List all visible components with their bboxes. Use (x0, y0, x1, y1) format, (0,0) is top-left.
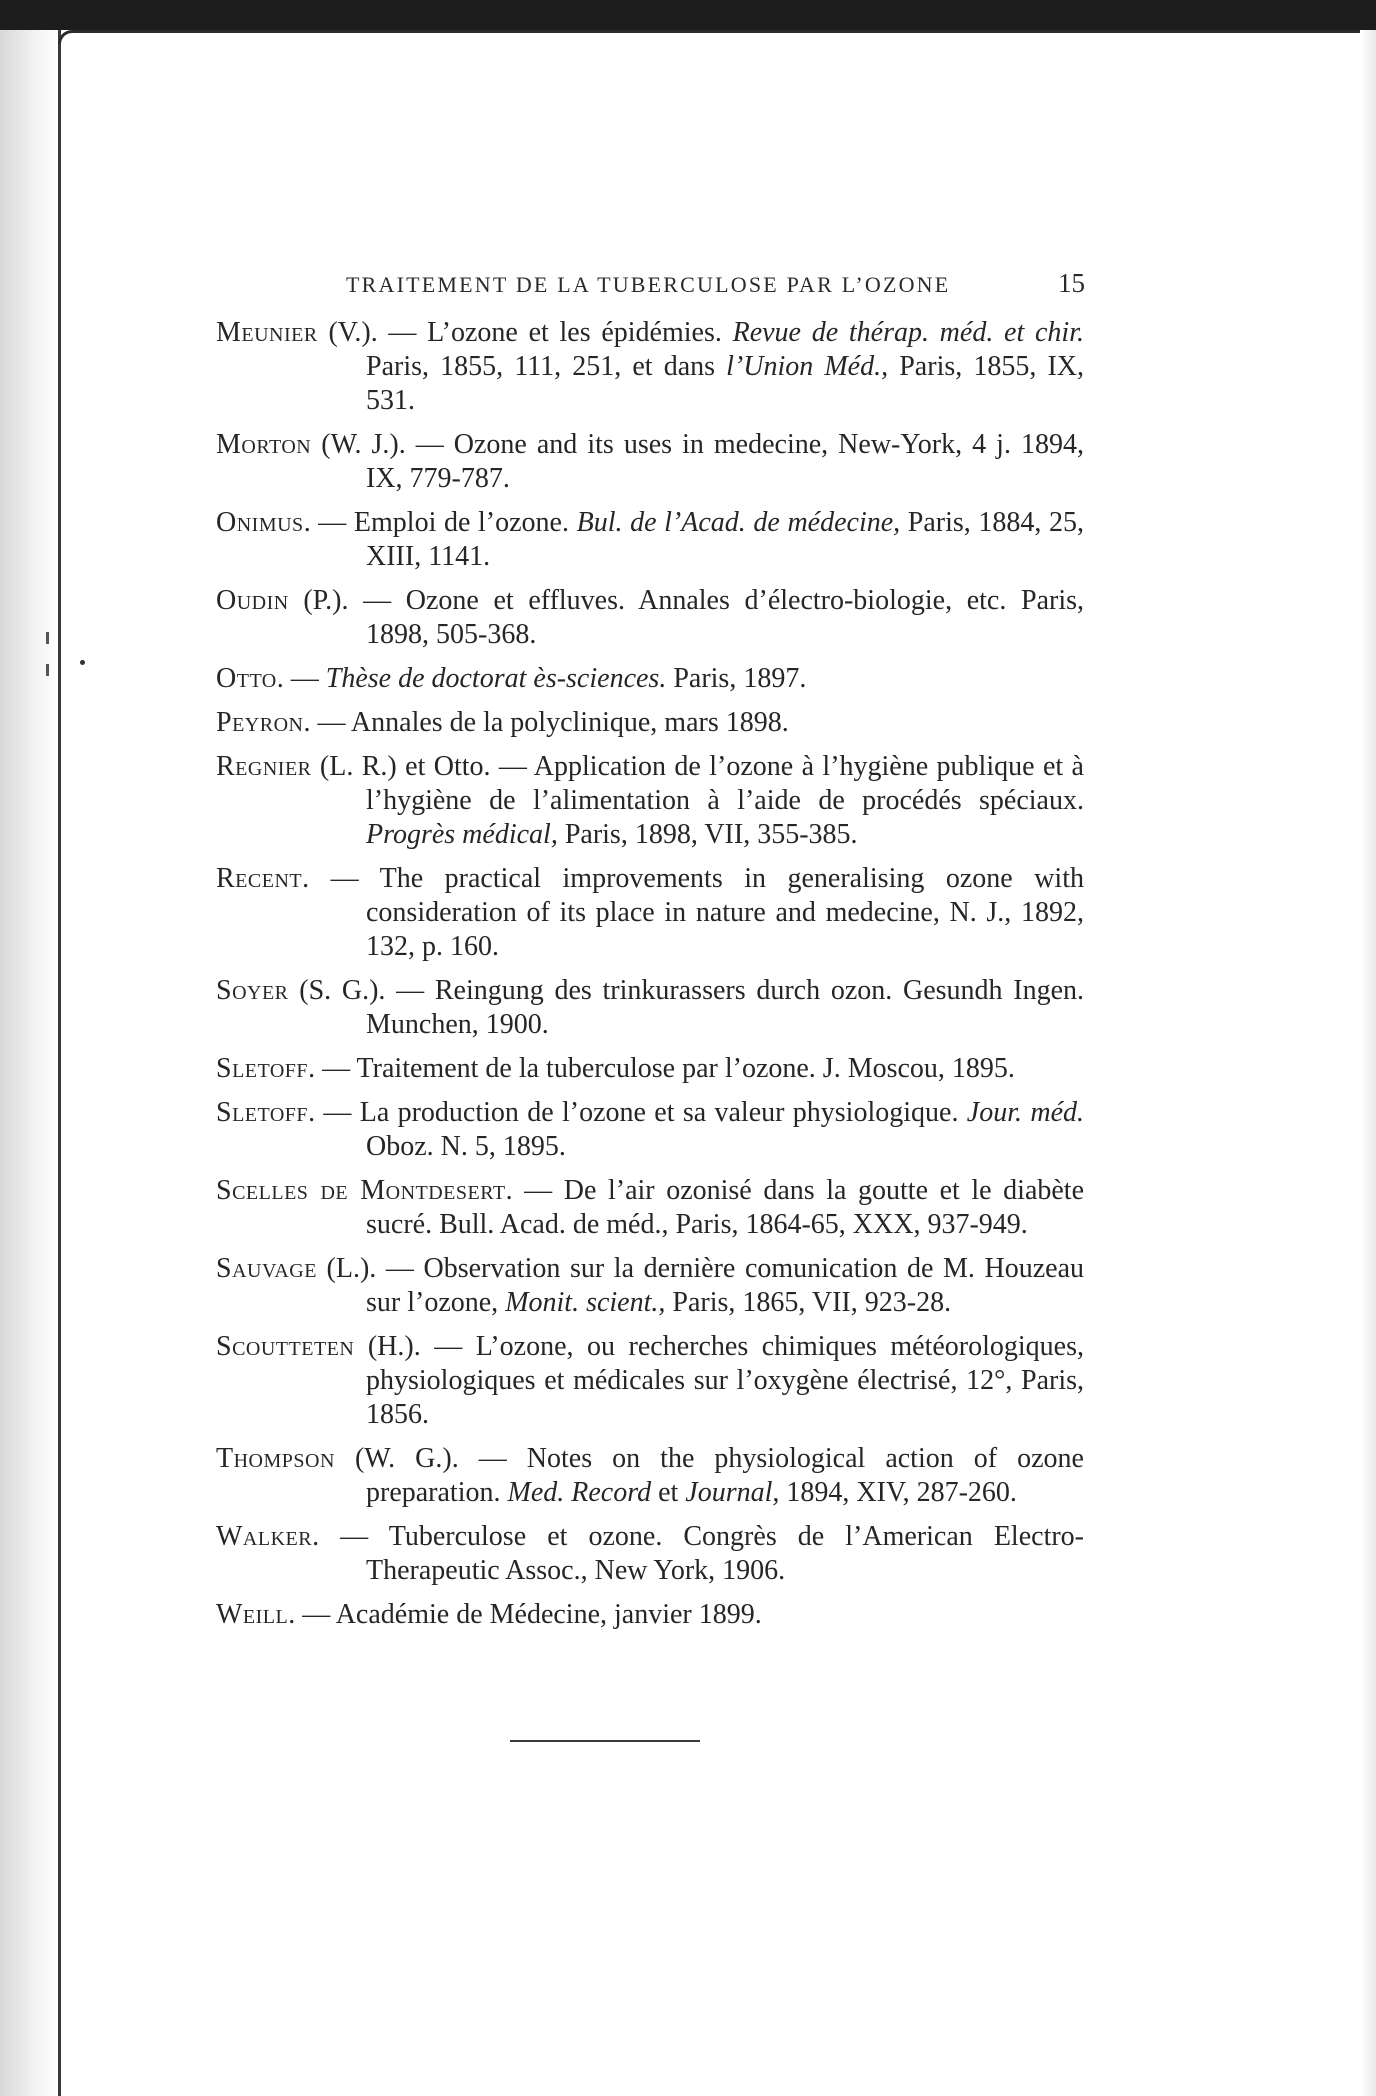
entry-author: Onimus (216, 507, 304, 538)
entry-author: Meunier (216, 317, 318, 348)
bibliography-entry (216, 1096, 1084, 1164)
stray-ink-dot (80, 660, 85, 665)
entry-author: Weill (216, 1599, 289, 1630)
entry-text: Paris, 1897. (666, 663, 807, 694)
bibliography-entry (216, 506, 1084, 574)
bibliography-entry (216, 1052, 1084, 1086)
entry-text: Paris, 1884, 25, XIII, 1141. (366, 507, 1085, 572)
entry-author: Regnier (216, 751, 312, 782)
entry-journal: Progrès médical, (366, 819, 558, 850)
entry-text: (V.). — L’ozone et les épidémies. (317, 317, 733, 348)
page-top-edge (58, 30, 1360, 44)
entry-journal: l’Union Méd., (726, 351, 889, 382)
entry-text: . — La production de l’ozone et sa valeur physiologique. (308, 1097, 967, 1128)
binding-mark (46, 632, 49, 644)
entry-text: (L. R.) et Otto. — Application de l’ozone à l’hygiène publique et à l’hygiène de l’alimentation à l’aide de procédés spéciaux. (311, 751, 1084, 816)
bibliography-entry (216, 1442, 1084, 1510)
entry-author: Sletoff (216, 1097, 309, 1128)
running-head-title: TRAITEMENT DE LA TUBERCULOSE PAR L’OZONE (346, 272, 951, 297)
bibliography-entry (216, 1598, 1084, 1632)
entry-text: et (651, 1477, 686, 1508)
entry-author: Sauvage (216, 1253, 317, 1284)
entry-text: (S. G.). — Reingung des trinkurassers durch ozon. Gesundh Ingen. Munchen, 1900. (288, 975, 1084, 1040)
entry-text: Paris, 1865, VII, 923-28. (665, 1287, 952, 1318)
entry-text: (L.). — Observation sur la dernière comunication de M. Houzeau sur l’ozone, (316, 1253, 1084, 1318)
bibliography-entry (216, 1174, 1084, 1242)
entry-text: 1894, XIV, 287-260. (779, 1477, 1017, 1508)
entry-author: Scelles de Montdesert (216, 1175, 506, 1206)
entry-author: Scoutteten (216, 1331, 355, 1362)
entry-text: Paris, 1855, IX, 531. (366, 351, 1085, 416)
entry-author: Oudin (216, 585, 289, 616)
entry-author: Otto (216, 663, 277, 694)
entry-journal: Thèse de doctorat ès-sciences. (325, 663, 667, 694)
scan-shadow-left (0, 30, 58, 2096)
entry-journal: Jour. méd. (966, 1097, 1084, 1128)
entry-author: Soyer (216, 975, 289, 1006)
bibliography-entry (216, 1520, 1084, 1588)
entry-text: (W. G.). — Notes on the physiological action of ozone preparation. (334, 1443, 1084, 1508)
bibliography-entry (216, 862, 1084, 964)
bibliography-entry (216, 974, 1084, 1042)
page-left-edge (58, 30, 61, 2096)
bibliography-entry (216, 706, 1084, 740)
entry-author: Walker (216, 1521, 313, 1552)
entry-text: . — Emploi de l’ozone. (303, 507, 577, 538)
entry-journal: Bul. de l’Acad. de médecine, (576, 507, 901, 538)
entry-text: (W. J.). — Ozone and its uses in medecine, New-York, 4 j. 1894, IX, 779-787. (311, 429, 1084, 494)
entry-author: Sletoff (216, 1053, 309, 1084)
closing-rule (510, 1740, 700, 1742)
entry-author: Thompson (216, 1443, 335, 1474)
bibliography-list (216, 316, 1084, 1642)
entry-text: . — Traitement de la tuberculose par l’ozone. J. Moscou, 1895. (308, 1053, 1015, 1084)
entry-author: Peyron (216, 707, 304, 738)
entry-text: (P.). — Ozone et effluves. Annales d’électro-biologie, etc. Paris, 1898, 505-368. (288, 585, 1084, 650)
bibliography-entry (216, 316, 1084, 418)
entry-text: . — The practical improvements in generalising ozone with consideration of its place in nature and medecine, N. J., 1892, 132, p. 160. (302, 863, 1084, 962)
entry-journal: Journal, (685, 1477, 780, 1508)
entry-author: Recent (216, 863, 303, 894)
entry-journal: Monit. scient., (505, 1287, 666, 1318)
entry-text: (H.). — L’ozone, ou recherches chimiques météorologiques, physiologiques et médicales sur l’oxygène électrisé, 12°, Paris, 1856. (354, 1331, 1084, 1430)
bibliography-entry (216, 428, 1084, 496)
entry-journal: Med. Record (507, 1477, 652, 1508)
bibliography-entry (216, 750, 1084, 852)
scan-border-top (0, 0, 1376, 30)
entry-text: . — Annales de la polyclinique, mars 1898. (303, 707, 789, 738)
binding-mark (46, 664, 49, 676)
page-number: 15 (1058, 268, 1085, 298)
entry-journal: Revue de thérap. méd. et chir. (732, 317, 1084, 348)
entry-text: . — Tuberculose et ozone. Congrès de l’American Electro-Therapeutic Assoc., New York, 1906. (312, 1521, 1084, 1586)
entry-text: Oboz. N. 5, 1895. (366, 1131, 566, 1162)
bibliography-entry (216, 1330, 1084, 1432)
bibliography-entry (216, 662, 1084, 696)
entry-text: . — Académie de Médecine, janvier 1899. (288, 1599, 762, 1630)
bibliography-entry (216, 584, 1084, 652)
scan-shadow-right (1360, 30, 1376, 2096)
bibliography-entry (216, 1252, 1084, 1320)
entry-text: Paris, 1855, 111, 251, et dans (366, 351, 727, 382)
entry-text: Paris, 1898, VII, 355-385. (557, 819, 858, 850)
entry-text: . — De l’air ozonisé dans la goutte et le diabète sucré. Bull. Acad. de méd., Paris, 1864-65, XXX, 937-949. (366, 1175, 1085, 1240)
entry-text: . — (276, 663, 326, 694)
entry-author: Morton (216, 429, 312, 460)
